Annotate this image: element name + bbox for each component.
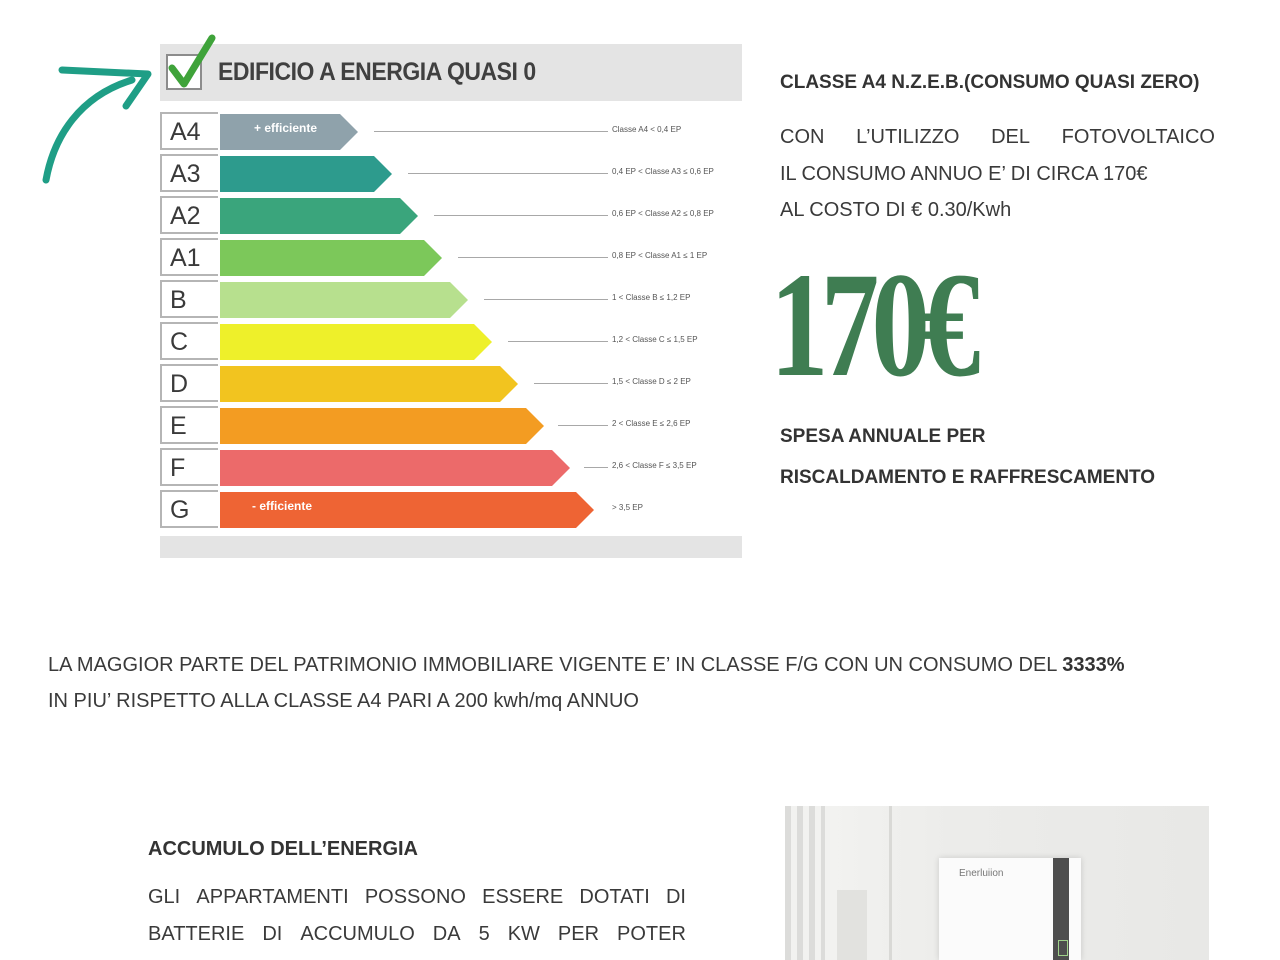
class-range: 1,5 < Classe D ≤ 2 EP — [612, 377, 691, 386]
class-range: 1,2 < Classe C ≤ 1,5 EP — [612, 335, 698, 344]
leader-line — [434, 215, 608, 216]
energy-class-arrow — [220, 408, 544, 444]
energy-class-row — [160, 112, 742, 152]
class-letter: G — [170, 496, 190, 524]
word: DEL — [991, 126, 1030, 148]
energy-class-arrow — [220, 450, 570, 486]
statement-percentage: 3333% — [1062, 654, 1125, 676]
energy-class-row — [160, 322, 742, 362]
class-range: 2,6 < Classe F ≤ 3,5 EP — [612, 461, 697, 470]
floor-lamp — [889, 806, 892, 960]
class-letter-box — [160, 406, 218, 444]
energy-label-chart — [160, 44, 742, 558]
curtain — [785, 806, 825, 960]
class-letter-box — [160, 238, 218, 276]
word: CON — [780, 126, 825, 148]
class-letter-box — [160, 490, 218, 528]
word: POSSONO — [364, 886, 466, 908]
word: DA — [432, 923, 461, 945]
battery-icon — [1058, 940, 1068, 956]
statement-line-2: IN PIU’ RISPETTO ALLA CLASSE A4 PARI A 200 kwh/mq ANNUO — [48, 690, 639, 712]
class-range: > 3,5 EP — [612, 503, 643, 512]
class-range: 1 < Classe B ≤ 1,2 EP — [612, 293, 691, 302]
class-letter: D — [170, 370, 189, 398]
energy-class-row — [160, 238, 742, 278]
word: POTER — [617, 923, 686, 945]
class-range: Classe A4 < 0,4 EP — [612, 125, 682, 134]
class-letter-box — [160, 112, 218, 150]
leader-line — [458, 257, 608, 258]
class-letter: A2 — [170, 202, 201, 230]
leader-line — [584, 467, 608, 468]
energy-class-arrow — [220, 366, 518, 402]
statement-text: LA MAGGIOR PARTE DEL PATRIMONIO IMMOBILIARE VIGENTE E’ IN CLASSE F/G CON UN CONSUMO DEL — [48, 654, 1063, 676]
efficiency-label: + efficiente — [254, 121, 318, 135]
class-letter: A3 — [170, 160, 201, 188]
class-letter-box — [160, 196, 218, 234]
leader-line — [484, 299, 608, 300]
word: BATTERIE — [148, 923, 245, 945]
leader-line — [558, 425, 608, 426]
description-line-1 — [780, 126, 1215, 149]
storage-line-1 — [148, 886, 686, 909]
leader-line — [374, 131, 608, 132]
class-letter: A4 — [170, 118, 201, 146]
energy-class-row — [160, 364, 742, 404]
energy-class-arrow — [220, 198, 418, 234]
class-letter: F — [170, 454, 186, 482]
energy-class-row — [160, 490, 742, 530]
class-letter: E — [170, 412, 187, 440]
word: DOTATI — [579, 886, 650, 908]
spesa-line-1: SPESA ANNUALE PER — [780, 426, 986, 447]
energy-class-row — [160, 406, 742, 446]
energy-class-arrow — [220, 282, 468, 318]
statement-line-1 — [48, 654, 1125, 677]
battery-unit — [939, 858, 1081, 960]
class-letter-box — [160, 364, 218, 402]
class-range: 2 < Classe E ≤ 2,6 EP — [612, 419, 691, 428]
word: GLI — [148, 886, 181, 908]
class-letter: C — [170, 328, 189, 356]
storage-title: ACCUMULO DELL’ENERGIA — [148, 838, 418, 860]
word: ESSERE — [482, 886, 564, 908]
energy-class-row — [160, 280, 742, 320]
annual-cost-value: 170€ — [770, 242, 973, 408]
word: KW — [507, 923, 540, 945]
word: DI — [665, 886, 686, 908]
battery-brand: Enerluiion — [959, 868, 1004, 879]
class-letter: B — [170, 286, 187, 314]
word: 5 — [478, 923, 490, 945]
word: ACCUMULO — [300, 923, 415, 945]
word: PER — [557, 923, 600, 945]
class-letter-box — [160, 322, 218, 360]
word: L’UTILIZZO — [856, 126, 960, 148]
energy-class-arrow — [220, 240, 442, 276]
shelf — [837, 890, 867, 960]
spesa-line-2: RISCALDAMENTO E RAFFRESCAMENTO — [780, 467, 1156, 488]
class-letter: A1 — [170, 244, 201, 272]
word: APPARTAMENTI — [196, 886, 349, 908]
battery-photo — [785, 806, 1209, 960]
class-range: 0,4 EP < Classe A3 ≤ 0,6 EP — [612, 167, 714, 176]
teal-arrow-icon — [40, 56, 160, 186]
class-heading: CLASSE A4 N.Z.E.B.(CONSUMO QUASI ZERO) — [780, 72, 1200, 93]
energy-label-footer — [160, 536, 742, 558]
class-letter-box — [160, 448, 218, 486]
energy-class-arrow — [220, 324, 492, 360]
class-range: 0,6 EP < Classe A2 ≤ 0,8 EP — [612, 209, 714, 218]
leader-line — [534, 383, 608, 384]
check-mark-icon — [164, 34, 220, 94]
class-letter-box — [160, 280, 218, 318]
class-letter-box — [160, 154, 218, 192]
storage-line-2 — [148, 923, 686, 946]
leader-line — [508, 341, 608, 342]
energy-class-row — [160, 448, 742, 488]
description-line-2: IL CONSUMO ANNUO E’ DI CIRCA 170€ — [780, 163, 1148, 185]
class-range: 0,8 EP < Classe A1 ≤ 1 EP — [612, 251, 708, 260]
leader-line — [408, 173, 608, 174]
energy-class-row — [160, 196, 742, 236]
word: FOTOVOLTAICO — [1061, 126, 1215, 148]
efficiency-label: - efficiente — [252, 499, 313, 513]
energy-label-header — [160, 44, 742, 101]
energy-class-arrow — [220, 156, 392, 192]
word: DI — [262, 923, 283, 945]
description-line-3: AL COSTO DI € 0.30/Kwh — [780, 199, 1012, 221]
energy-label-title: EDIFICIO A ENERGIA QUASI 0 — [218, 58, 536, 86]
energy-class-row — [160, 154, 742, 194]
